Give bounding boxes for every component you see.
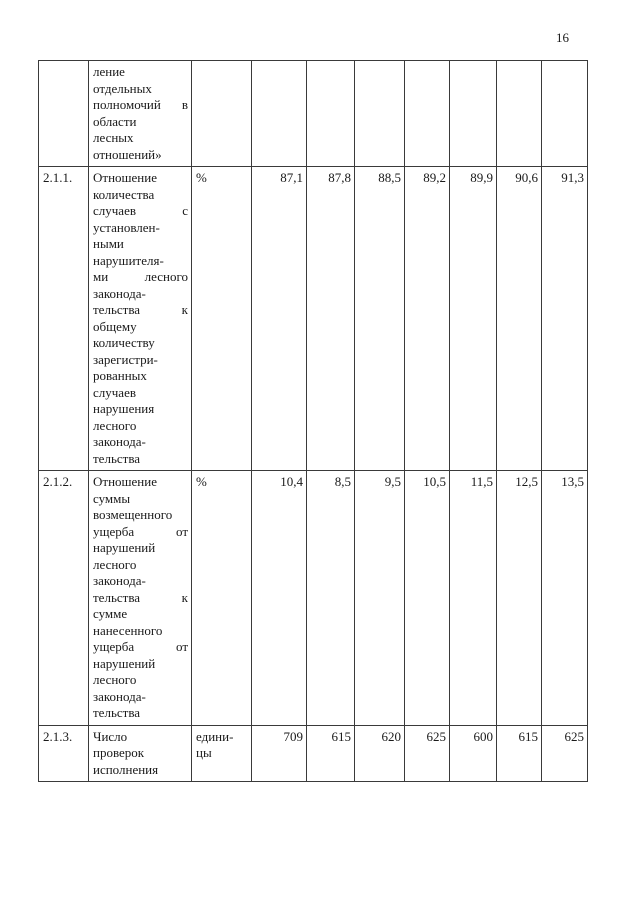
indicator-name-line [93,524,188,541]
indicator-name-line: количеству [93,335,155,350]
indicator-name-line [93,639,188,656]
indicator-name-line: лесных [93,130,134,145]
word: к [181,589,188,605]
indicator-name-line: законода- [93,434,146,449]
table-row [39,471,588,726]
value-cell: 9,5 [355,471,405,726]
indicator-name-cell [89,725,192,782]
word: ущерба [93,639,135,654]
value-cell: 89,9 [450,167,497,471]
word: случаев [93,203,136,218]
indicator-name-line: ными [93,236,124,251]
indicator-name-line [93,203,188,220]
page-number: 16 [556,30,569,45]
indicator-name-line [93,269,188,286]
indicator-name-line: зарегистри- [93,351,158,367]
indicator-name-line: количества [93,186,155,202]
word: полномочий [93,97,161,112]
unit-cell [192,725,252,782]
indicator-name-line [93,97,188,114]
row-number-cell [39,61,89,167]
word: от [175,523,188,539]
value-cell: 13,5 [542,471,588,726]
unit-line: цы [196,745,212,760]
value-cell: 8,5 [307,471,355,726]
value-cell: 620 [355,725,405,782]
value-cell: 87,1 [252,167,307,471]
indicator-name-line: законода- [93,285,146,301]
table-row [39,167,588,471]
value-cell: 709 [252,725,307,782]
word: ми [93,269,109,284]
indicator-name-line: рованных [93,368,147,383]
row-number-cell: 2.1.3. [39,725,89,782]
unit-cell [192,61,252,167]
table-row [39,725,588,782]
value-cell [542,61,588,167]
value-cell: 625 [542,725,588,782]
indicator-name-line: области [93,113,137,129]
value-cell: 88,5 [355,167,405,471]
value-cell: 87,8 [307,167,355,471]
indicator-name-line: законода- [93,573,146,588]
indicator-name-cell [89,471,192,726]
indicator-name-line: случаев [93,384,136,400]
indicator-name-cell [89,61,192,167]
indicator-name-line: Число [93,728,128,744]
indicator-name-line: исполнения [93,761,159,777]
indicator-name-line: тельства [93,705,141,720]
value-cell: 10,4 [252,471,307,726]
word: в [181,97,188,112]
indicator-name-line: нарушения [93,401,155,416]
indicator-name-cell [89,167,192,471]
word: к [181,302,188,317]
word: от [175,639,188,654]
value-cell: 91,3 [542,167,588,471]
word: лесного [144,269,188,284]
value-cell: 10,5 [405,471,450,726]
indicator-name-line: суммы [93,490,131,506]
row-number-cell: 2.1.1. [39,167,89,471]
unit-cell: % [192,471,252,726]
indicator-name-line: нарушений [93,655,156,671]
indicator-name-line: проверок [93,745,145,760]
indicator-name-line: тельства [93,450,141,466]
indicator-name-line: лесного [93,417,137,433]
row-number-cell: 2.1.2. [39,471,89,726]
value-cell: 600 [450,725,497,782]
indicators-table [38,60,588,782]
value-cell [252,61,307,167]
value-cell [405,61,450,167]
word: тельства [93,589,141,605]
indicator-name-line: отношений» [93,146,162,162]
indicator-name-line: отдельных [93,80,152,96]
value-cell: 615 [497,725,542,782]
indicator-name-line: Отношение [93,170,157,185]
value-cell: 11,5 [450,471,497,726]
indicator-name-line: нарушителя- [93,252,164,268]
word: с [182,203,188,218]
indicator-name-line: установлен- [93,219,160,235]
indicator-name-line: законода- [93,688,146,704]
value-cell: 12,5 [497,471,542,726]
indicator-name-line: возмещенного [93,507,173,522]
indicator-name-line: нанесенного [93,622,163,638]
indicator-name-line: ление [93,64,125,79]
value-cell [307,61,355,167]
value-cell [355,61,405,167]
indicator-name-line: лесного [93,672,137,687]
word: ущерба [93,523,135,539]
unit-line: едини- [196,728,234,744]
indicator-name-line: общему [93,318,137,334]
indicator-name-line: сумме [93,606,128,621]
value-cell [497,61,542,167]
indicator-name-line [93,590,188,607]
value-cell: 89,2 [405,167,450,471]
indicator-name-line [93,302,188,319]
value-cell: 625 [405,725,450,782]
indicator-name-line: нарушений [93,540,156,555]
value-cell: 90,6 [497,167,542,471]
word: тельства [93,302,141,317]
table-row [39,61,588,167]
unit-cell: % [192,167,252,471]
indicator-name-line: лесного [93,556,137,572]
indicator-name-line: Отношение [93,474,157,489]
value-cell [450,61,497,167]
value-cell: 615 [307,725,355,782]
